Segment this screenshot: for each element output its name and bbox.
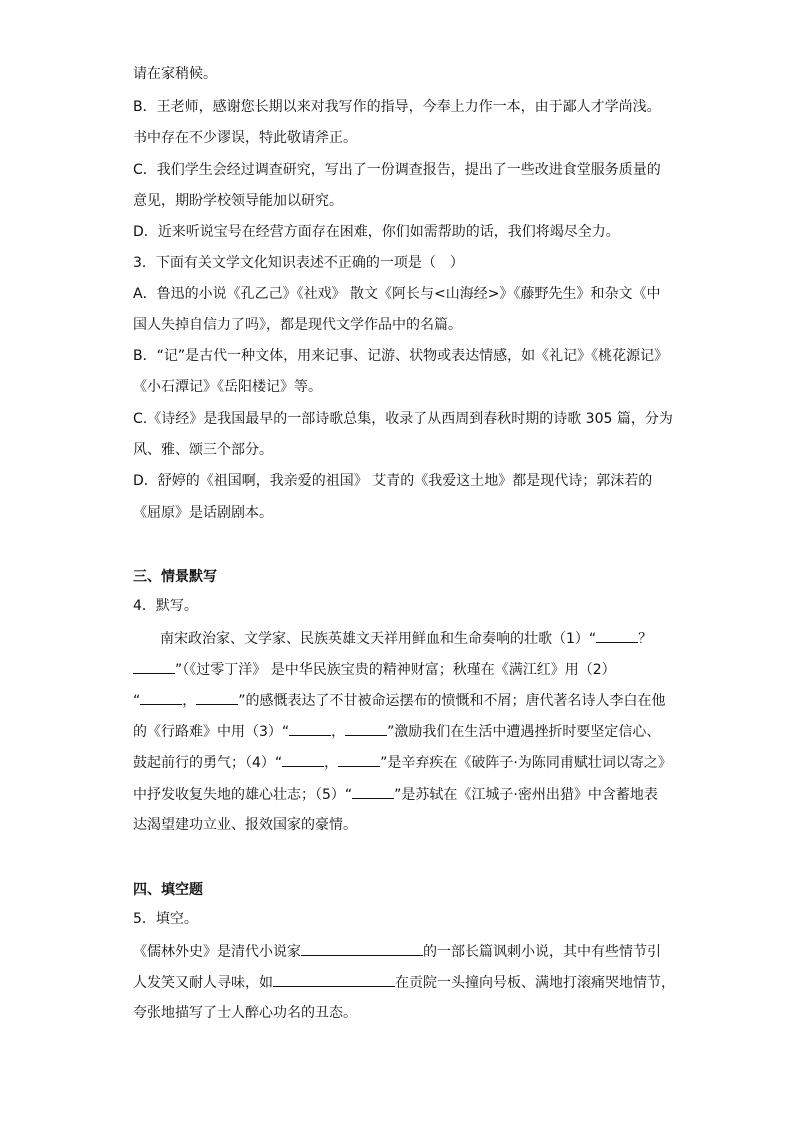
q4-passage-line6: 中抒发收复失地的雄心壮志；（5）“ ”是苏轼在《江城子·密州出猎》中含蓄地表 bbox=[133, 784, 658, 805]
q3-option-b-line2: 《小石潭记》《岳阳楼记》等。 bbox=[133, 379, 322, 395]
blank-2a[interactable] bbox=[140, 690, 182, 705]
blank-character[interactable] bbox=[273, 972, 395, 987]
blank-1a[interactable] bbox=[596, 628, 638, 643]
blank-4b[interactable] bbox=[338, 752, 380, 767]
q5-passage-line2: 人发笑又耐人寻味，如 在贡院一头撞向号板、满地打滚痛哭地情节， bbox=[133, 972, 675, 993]
q3-option-c-line2: 风、雅、颂三个部分。 bbox=[133, 442, 273, 458]
q3-option-d-line1: D．舒婷的《祖国啊，我亲爱的祖国》 艾青的《我爱这土地》都是现代诗；郭沫若的 bbox=[133, 473, 653, 489]
q4-stem: 4．默写。 bbox=[133, 598, 198, 614]
q4-passage-line7: 达渴望建功立业、报效国家的豪情。 bbox=[133, 817, 357, 833]
q3-option-a-line2: 国人失掉自信力了吗》，都是现代文学作品中的名篇。 bbox=[133, 317, 462, 333]
q2-option-c-line2: 意见，期盼学校领导能加以研究。 bbox=[133, 193, 343, 209]
q3-option-a-line1: A．鲁迅的小说《孔乙己》《社戏》 散文《阿长与<山海经>》《藤野先生》和杂文《中 bbox=[133, 286, 661, 302]
q3-stem: 3．下面有关文学文化知识表述不正确的一项是（ ） bbox=[133, 255, 464, 271]
section-heading-dictation: 三、情景默写 bbox=[133, 569, 217, 585]
blank-5[interactable] bbox=[352, 784, 394, 799]
q3-option-d-line2: 《屈原》是话剧剧本。 bbox=[133, 505, 273, 521]
section-heading-fill-in: 四、填空题 bbox=[133, 882, 203, 898]
q2-option-d: D．近来听说宝号在经营方面存在困难，你们如需帮助的话，我们将竭尽全力。 bbox=[133, 224, 620, 240]
blank-1b[interactable] bbox=[133, 659, 175, 674]
blank-2b[interactable] bbox=[196, 690, 238, 705]
blank-author[interactable] bbox=[301, 941, 423, 956]
q5-passage-line3: 夸张地描写了士人醉心功名的丑态。 bbox=[133, 1005, 357, 1021]
q4-passage-line2: ”（《过零丁洋》 是中华民族宝贵的精神财富；秋瑾在《满江红》用（2） bbox=[133, 659, 616, 680]
q5-passage-line1: 《儒林外史》是清代小说家 的一部长篇讽刺小说，其中有些情节引 bbox=[133, 941, 661, 962]
q3-option-b-line1: B．“记”是古代一种文体，用来记事、记游、状物或表达情感，如《礼记》《桃花源记》 bbox=[133, 348, 669, 364]
q5-stem: 5．填空。 bbox=[133, 911, 198, 927]
blank-3b[interactable] bbox=[345, 721, 387, 736]
q4-passage-line3: “ ， ”的感慨表达了不甘被命运摆布的愤慨和不屑；唐代著名诗人李白在他 bbox=[133, 690, 666, 711]
q4-passage-line4: 的《行路难》中用（3）“ ， ”激励我们在生活中遭遇挫折时要坚定信心、 bbox=[133, 721, 660, 742]
q2-option-c-line1: C．我们学生会经过调查研究，写出了一份调查报告，提出了一些改进食堂服务质量的 bbox=[133, 162, 661, 178]
q4-passage-line5: 鼓起前行的勇气；（4）“ ， ”是辛弃疾在《破阵子·为陈同甫赋壮词以寄之》 bbox=[133, 752, 672, 773]
q4-passage-line1: 南宋政治家、文学家、民族英雄文天祥用鲜血和生命奏响的壮歌（1）“ ？ bbox=[160, 628, 652, 649]
blank-4a[interactable] bbox=[282, 752, 324, 767]
q2-option-b-line2: 书中存在不少谬误，特此敬请斧正。 bbox=[133, 130, 357, 146]
q2-option-a-tail: 请在家稍候。 bbox=[133, 66, 217, 82]
q3-option-c-line1: C.《诗经》是我国最早的一部诗歌总集，收录了从西周到春秋时期的诗歌 305 篇，分为 bbox=[133, 411, 673, 427]
q2-option-b-line1: B．王老师，感谢您长期以来对我写作的指导，今奉上力作一本，由于鄙人才学尚浅。 bbox=[133, 99, 661, 115]
blank-3a[interactable] bbox=[289, 721, 331, 736]
